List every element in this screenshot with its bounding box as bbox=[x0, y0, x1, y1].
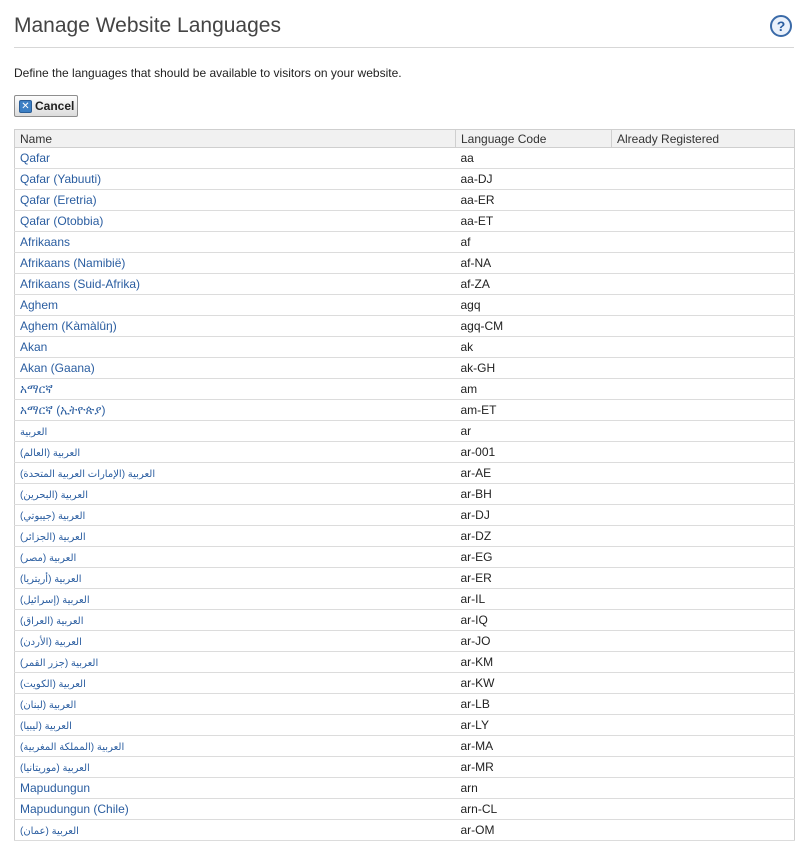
table-row[interactable] bbox=[15, 295, 795, 316]
language-name-link[interactable]: العربية (الكويت) bbox=[20, 679, 86, 690]
language-name-link[interactable]: Akan (Gaana) bbox=[20, 361, 95, 375]
language-name-cell bbox=[15, 526, 456, 547]
table-row[interactable] bbox=[15, 778, 795, 799]
already-registered-cell bbox=[612, 358, 795, 379]
language-code-cell: am-ET bbox=[456, 400, 612, 421]
already-registered-cell bbox=[612, 757, 795, 778]
language-name-link[interactable]: العربية (ليبيا) bbox=[20, 721, 72, 732]
already-registered-cell bbox=[612, 736, 795, 757]
table-row[interactable] bbox=[15, 337, 795, 358]
language-code-cell: ar-ER bbox=[456, 568, 612, 589]
column-header-already-registered[interactable]: Already Registered bbox=[612, 130, 795, 148]
language-name-cell bbox=[15, 316, 456, 337]
language-code-cell: ak-GH bbox=[456, 358, 612, 379]
language-code-cell: ar-LY bbox=[456, 715, 612, 736]
already-registered-cell bbox=[612, 505, 795, 526]
page-header bbox=[14, 0, 794, 48]
language-name-link[interactable]: العربية (البحرين) bbox=[20, 490, 88, 501]
table-row[interactable] bbox=[15, 211, 795, 232]
language-name-cell bbox=[15, 694, 456, 715]
already-registered-cell bbox=[612, 715, 795, 736]
language-code-cell: ar-EG bbox=[456, 547, 612, 568]
language-name-cell bbox=[15, 547, 456, 568]
language-name-link[interactable]: العربية (موريتانيا) bbox=[20, 763, 90, 774]
language-name-cell bbox=[15, 190, 456, 211]
language-name-cell bbox=[15, 337, 456, 358]
language-name-cell bbox=[15, 169, 456, 190]
language-name-cell bbox=[15, 421, 456, 442]
language-name-link[interactable]: አማርኛ bbox=[20, 381, 53, 396]
language-name-cell bbox=[15, 358, 456, 379]
language-name-link[interactable]: Afrikaans (Namibië) bbox=[20, 256, 126, 270]
already-registered-cell bbox=[612, 337, 795, 358]
table-row[interactable] bbox=[15, 463, 795, 484]
language-name-link[interactable]: Qafar (Otobbia) bbox=[20, 214, 104, 228]
language-name-cell bbox=[15, 820, 456, 841]
table-row[interactable] bbox=[15, 568, 795, 589]
language-name-cell bbox=[15, 736, 456, 757]
language-name-link[interactable]: Mapudungun (Chile) bbox=[20, 802, 129, 816]
language-name-link[interactable]: العربية (الجزائر) bbox=[20, 532, 86, 543]
already-registered-cell bbox=[612, 169, 795, 190]
language-name-cell bbox=[15, 253, 456, 274]
language-code-cell: ar-001 bbox=[456, 442, 612, 463]
language-name-link[interactable]: العربية (العراق) bbox=[20, 616, 84, 627]
language-name-cell bbox=[15, 799, 456, 820]
language-code-cell: ar-AE bbox=[456, 463, 612, 484]
already-registered-cell bbox=[612, 526, 795, 547]
language-name-cell bbox=[15, 778, 456, 799]
table-row[interactable] bbox=[15, 169, 795, 190]
table-row[interactable] bbox=[15, 526, 795, 547]
language-name-cell bbox=[15, 673, 456, 694]
already-registered-cell bbox=[612, 673, 795, 694]
language-name-link[interactable]: Akan bbox=[20, 340, 48, 354]
table-row[interactable] bbox=[15, 484, 795, 505]
language-name-cell bbox=[15, 295, 456, 316]
column-header-language-code[interactable]: Language Code bbox=[456, 130, 612, 148]
already-registered-cell bbox=[612, 400, 795, 421]
language-code-cell: ar-IL bbox=[456, 589, 612, 610]
already-registered-cell bbox=[612, 211, 795, 232]
table-row[interactable] bbox=[15, 274, 795, 295]
language-code-cell: ar-KW bbox=[456, 673, 612, 694]
language-name-cell bbox=[15, 568, 456, 589]
language-code-cell: ar-IQ bbox=[456, 610, 612, 631]
close-icon: ✕ bbox=[19, 100, 32, 113]
cancel-button-label: Cancel bbox=[35, 99, 75, 113]
language-name-cell bbox=[15, 757, 456, 778]
already-registered-cell bbox=[612, 379, 795, 400]
language-name-link[interactable]: Qafar bbox=[20, 151, 51, 165]
language-code-cell: ar-MR bbox=[456, 757, 612, 778]
already-registered-cell bbox=[612, 694, 795, 715]
language-name-link[interactable]: العربية (أريتريا) bbox=[20, 574, 82, 585]
language-code-cell: aa-ET bbox=[456, 211, 612, 232]
language-code-cell: am bbox=[456, 379, 612, 400]
language-name-link[interactable]: العربية (العالم) bbox=[20, 448, 81, 459]
language-name-cell bbox=[15, 232, 456, 253]
language-name-link[interactable]: Afrikaans (Suid-Afrika) bbox=[20, 277, 141, 291]
language-name-cell bbox=[15, 505, 456, 526]
already-registered-cell bbox=[612, 484, 795, 505]
table-row[interactable] bbox=[15, 232, 795, 253]
already-registered-cell bbox=[612, 568, 795, 589]
table-header-row bbox=[15, 130, 795, 148]
already-registered-cell bbox=[612, 820, 795, 841]
table-row[interactable] bbox=[15, 610, 795, 631]
language-name-link[interactable]: Qafar (Eretria) bbox=[20, 193, 97, 207]
already-registered-cell bbox=[612, 421, 795, 442]
language-name-cell bbox=[15, 379, 456, 400]
table-row[interactable] bbox=[15, 736, 795, 757]
table-row[interactable] bbox=[15, 253, 795, 274]
language-code-cell: ar-DJ bbox=[456, 505, 612, 526]
language-name-link[interactable]: Afrikaans bbox=[20, 235, 71, 249]
language-code-cell: arn-CL bbox=[456, 799, 612, 820]
language-name-cell bbox=[15, 211, 456, 232]
language-name-link[interactable]: አማርኛ (ኢትዮጵያ) bbox=[20, 402, 106, 417]
table-row[interactable] bbox=[15, 799, 795, 820]
language-code-cell: ar-KM bbox=[456, 652, 612, 673]
language-code-cell: aa-ER bbox=[456, 190, 612, 211]
languages-table bbox=[14, 129, 795, 841]
language-name-cell bbox=[15, 148, 456, 169]
language-name-link[interactable]: Mapudungun bbox=[20, 781, 91, 795]
language-code-cell: ar-BH bbox=[456, 484, 612, 505]
language-name-cell bbox=[15, 652, 456, 673]
language-name-link[interactable]: العربية (الأردن) bbox=[20, 637, 82, 648]
table-body bbox=[15, 148, 795, 841]
table-row[interactable] bbox=[15, 505, 795, 526]
language-name-cell bbox=[15, 274, 456, 295]
language-code-cell: agq-CM bbox=[456, 316, 612, 337]
language-code-cell: af-ZA bbox=[456, 274, 612, 295]
language-code-cell: agq bbox=[456, 295, 612, 316]
language-code-cell: ar-LB bbox=[456, 694, 612, 715]
already-registered-cell bbox=[612, 631, 795, 652]
language-code-cell: af bbox=[456, 232, 612, 253]
language-code-cell: ar-JO bbox=[456, 631, 612, 652]
table-row[interactable] bbox=[15, 442, 795, 463]
language-name-cell bbox=[15, 589, 456, 610]
language-name-link[interactable]: العربية (مصر) bbox=[20, 553, 77, 564]
already-registered-cell bbox=[612, 316, 795, 337]
language-name-link[interactable]: العربية bbox=[20, 427, 48, 438]
already-registered-cell bbox=[612, 547, 795, 568]
language-name-cell bbox=[15, 400, 456, 421]
already-registered-cell bbox=[612, 442, 795, 463]
language-name-link[interactable]: العربية (الإمارات العربية المتحدة) bbox=[20, 469, 156, 480]
language-name-cell bbox=[15, 442, 456, 463]
table-row[interactable] bbox=[15, 190, 795, 211]
language-code-cell: ar-DZ bbox=[456, 526, 612, 547]
language-name-link[interactable]: العربية (إسرائيل) bbox=[20, 595, 90, 606]
table-row[interactable] bbox=[15, 358, 795, 379]
language-code-cell: ar bbox=[456, 421, 612, 442]
already-registered-cell bbox=[612, 148, 795, 169]
language-code-cell: arn bbox=[456, 778, 612, 799]
already-registered-cell bbox=[612, 589, 795, 610]
table-row[interactable] bbox=[15, 148, 795, 169]
language-code-cell: ar-MA bbox=[456, 736, 612, 757]
table-row[interactable] bbox=[15, 379, 795, 400]
table-row[interactable] bbox=[15, 757, 795, 778]
already-registered-cell bbox=[612, 253, 795, 274]
already-registered-cell bbox=[612, 463, 795, 484]
language-name-link[interactable]: العربية (المملكة المغربية) bbox=[20, 742, 125, 753]
already-registered-cell bbox=[612, 190, 795, 211]
language-name-link[interactable]: العربية (جيبوتي) bbox=[20, 511, 86, 522]
table-row[interactable] bbox=[15, 652, 795, 673]
language-name-link[interactable]: العربية (جزر القمر) bbox=[20, 658, 99, 669]
language-name-cell bbox=[15, 463, 456, 484]
table-row[interactable] bbox=[15, 547, 795, 568]
table-row[interactable] bbox=[15, 673, 795, 694]
already-registered-cell bbox=[612, 274, 795, 295]
language-name-cell bbox=[15, 484, 456, 505]
language-name-link[interactable]: Aghem (Kàmàlûŋ) bbox=[20, 319, 117, 333]
table-row[interactable] bbox=[15, 631, 795, 652]
language-name-link[interactable]: العربية (عمان) bbox=[20, 826, 79, 837]
table-row[interactable] bbox=[15, 400, 795, 421]
table-row[interactable] bbox=[15, 316, 795, 337]
language-name-cell bbox=[15, 631, 456, 652]
language-code-cell: ar-OM bbox=[456, 820, 612, 841]
table-row[interactable] bbox=[15, 820, 795, 841]
table-row[interactable] bbox=[15, 715, 795, 736]
language-code-cell: aa-DJ bbox=[456, 169, 612, 190]
page-title: Manage Website Languages bbox=[14, 14, 281, 37]
already-registered-cell bbox=[612, 652, 795, 673]
table-row[interactable] bbox=[15, 694, 795, 715]
language-name-cell bbox=[15, 610, 456, 631]
column-header-name[interactable]: Name bbox=[15, 130, 456, 148]
table-row[interactable] bbox=[15, 421, 795, 442]
language-code-cell: aa bbox=[456, 148, 612, 169]
language-name-link[interactable]: Qafar (Yabuuti) bbox=[20, 172, 102, 186]
already-registered-cell bbox=[612, 610, 795, 631]
language-name-cell bbox=[15, 715, 456, 736]
language-name-link[interactable]: Aghem bbox=[20, 298, 59, 312]
already-registered-cell bbox=[612, 232, 795, 253]
already-registered-cell bbox=[612, 295, 795, 316]
language-name-link[interactable]: العربية (لبنان) bbox=[20, 700, 77, 711]
already-registered-cell bbox=[612, 799, 795, 820]
intro-text: Define the languages that should be available to visitors on your website. bbox=[14, 66, 402, 80]
language-code-cell: af-NA bbox=[456, 253, 612, 274]
language-code-cell: ak bbox=[456, 337, 612, 358]
cancel-button[interactable] bbox=[14, 95, 78, 117]
already-registered-cell bbox=[612, 778, 795, 799]
table-row[interactable] bbox=[15, 589, 795, 610]
help-icon[interactable]: ? bbox=[770, 15, 792, 37]
